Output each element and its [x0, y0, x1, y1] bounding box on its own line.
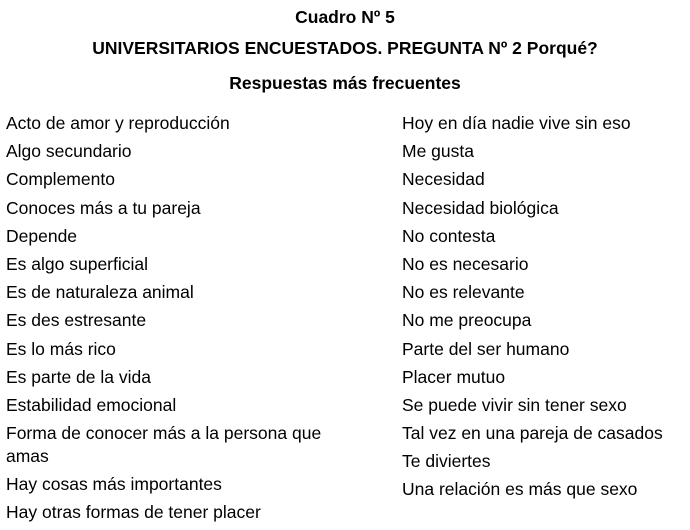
document-subtitle: UNIVERSITARIOS ENCUESTADOS. PREGUNTA Nº 2 Porqué? [92, 38, 598, 58]
list-item: Algo secundario [6, 141, 132, 162]
list-item: Es des estresante [6, 310, 147, 331]
list-item: Hoy en día nadie vive sin eso [402, 113, 631, 133]
list-item: Hay otras formas de tener placer [6, 502, 261, 523]
list-item: Necesidad biológica [402, 197, 559, 218]
list-item: Es lo más rico [6, 338, 116, 359]
list-item: Tal vez en una pareja de casados [402, 423, 663, 444]
list-item: Estabilidad emocional [6, 394, 177, 415]
list-item: Parte del ser humano [402, 338, 570, 359]
responses-right-column [402, 112, 688, 507]
responses-left-column [6, 112, 336, 530]
document-title: Cuadro Nº 5 [295, 7, 395, 27]
list-item: Forma de conocer más a la persona que amas [6, 423, 322, 467]
list-item: Es de naturaleza animal [6, 282, 194, 303]
list-item: Es algo superficial [6, 253, 149, 274]
list-item: Acto de amor y reproducción [6, 113, 230, 133]
list-item: Conoces más a tu pareja [6, 197, 201, 218]
list-item: Es parte de la vida [6, 366, 151, 387]
list-item: No es necesario [402, 253, 529, 274]
list-item: Necesidad [402, 169, 485, 190]
list-item: No contesta [402, 225, 496, 246]
list-item: Una relación es más que sexo [402, 479, 638, 500]
list-item: Me gusta [402, 141, 474, 162]
list-item: Se puede vivir sin tener sexo [402, 394, 627, 415]
list-item: Hay cosas más importantes [6, 474, 222, 495]
section-heading: Respuestas más frecuentes [229, 73, 461, 93]
list-item: Te diviertes [402, 451, 491, 472]
list-item: Depende [6, 225, 78, 246]
list-item: Placer mutuo [402, 366, 506, 387]
list-item: No es relevante [402, 282, 525, 303]
list-item: Complemento [6, 169, 115, 190]
list-item: No me preocupa [402, 310, 532, 331]
